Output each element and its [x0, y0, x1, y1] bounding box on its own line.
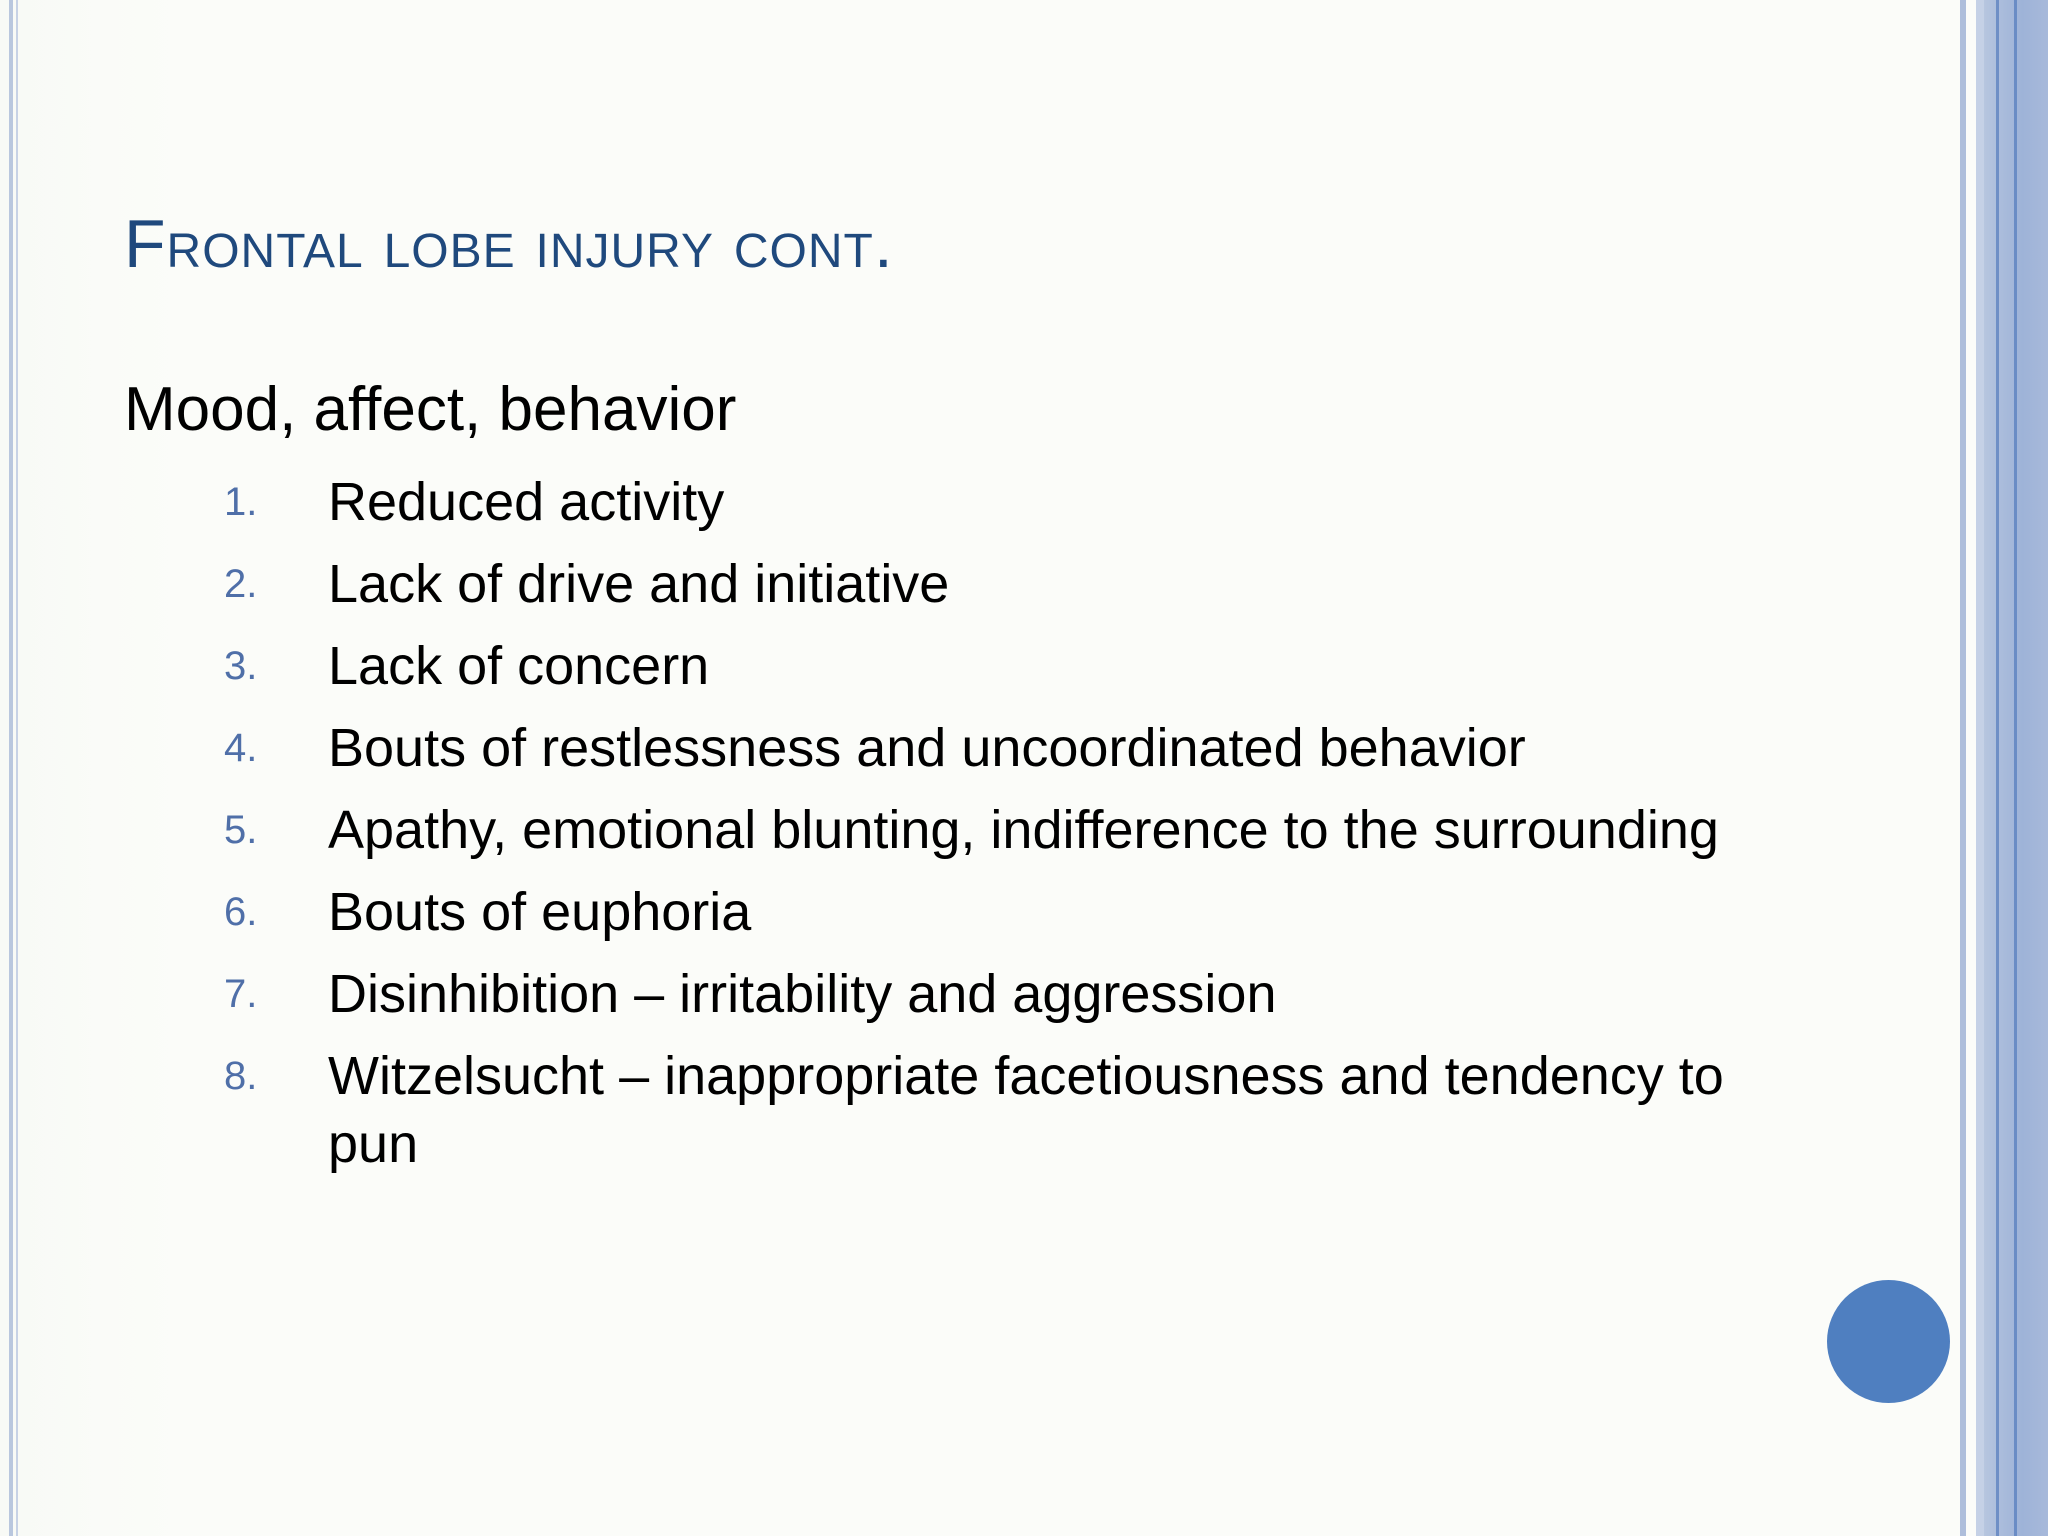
- list-item: [0, 468, 1900, 550]
- item-number: 1.: [224, 480, 258, 524]
- list-item: [0, 796, 1900, 878]
- item-number: 4.: [224, 726, 258, 770]
- item-number: 6.: [224, 890, 258, 934]
- right-band-stripe: [1996, 0, 1999, 1536]
- list-item: [0, 878, 1900, 960]
- right-border-line-light: [1976, 0, 1984, 1536]
- item-text: Apathy, emotional blunting, indifference to the surrounding: [328, 800, 1719, 860]
- numbered-list: [0, 468, 1900, 1192]
- list-item: [0, 632, 1900, 714]
- right-border-line: [1960, 0, 1966, 1536]
- item-number: 3.: [224, 644, 258, 688]
- item-number: 2.: [224, 562, 258, 606]
- list-item: [0, 960, 1900, 1042]
- item-text: Witzelsucht – inappropriate facetiousness and tendency to pun: [328, 1046, 1724, 1174]
- item-text: Bouts of restlessness and uncoordinated behavior: [328, 718, 1526, 778]
- item-number: 5.: [224, 808, 258, 852]
- item-text: Bouts of euphoria: [328, 882, 752, 942]
- item-number: 8.: [224, 1054, 258, 1098]
- slide-title: Frontal lobe injury cont.: [124, 206, 894, 282]
- item-text: Lack of concern: [328, 636, 710, 696]
- item-text: Reduced activity: [328, 472, 725, 532]
- item-text: Lack of drive and initiative: [328, 554, 950, 614]
- accent-circle: [1827, 1280, 1950, 1403]
- slide-subtitle: Mood, affect, behavior: [124, 375, 737, 444]
- right-band-stripe-2: [2014, 0, 2017, 1536]
- list-item: [0, 550, 1900, 632]
- list-item: [0, 1042, 1900, 1192]
- list-item: [0, 714, 1900, 796]
- item-number: 7.: [224, 972, 258, 1016]
- item-text: Disinhibition – irritability and aggression: [328, 964, 1277, 1024]
